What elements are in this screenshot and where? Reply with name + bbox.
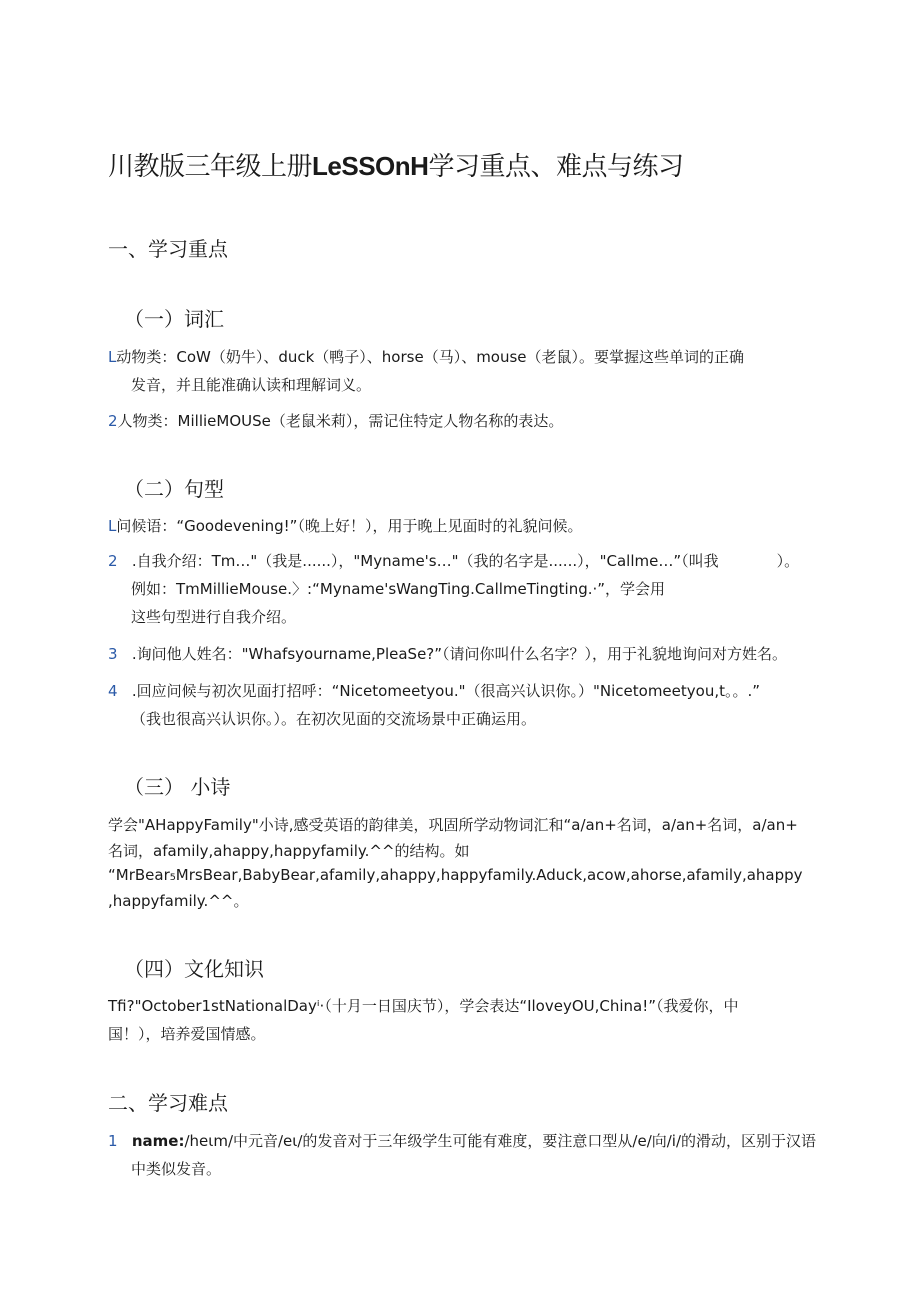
difficulty-item-1-line-2: 中类似发音。 [131, 1160, 222, 1178]
page-title [108, 146, 683, 183]
vocab-item-1-line-1: 动物类：CoW（奶牛）、duck（鸭子）、horse（马）、mouse（老鼠）。要掌握这些单词的正确 [116, 348, 745, 366]
poem-line-3: “MrBear₅MrsBear,BabyBear,afamily,ahappy,happyfamily.Aduck,acow,ahorse,afamily,ahappy [108, 866, 803, 884]
difficulty-item-1-line-1: ∕heιm∕中元音∕eι∕的发音对于三年级学生可能有难度，要注意口型从∕e∕向∕i∕的滑动，区别于汉语 [184, 1132, 817, 1150]
vocab-item-1-line-2: 发音，并且能准确认读和理解词义。 [131, 376, 372, 394]
sentence-item-2-line-1a: .自我介绍：Tm…"（我是......），"Myname's…"（我的名字是......），"Callme…”（叫我 [131, 552, 719, 570]
sentence-item-2 [108, 548, 799, 574]
sentence-item-2-line-2: 例如：TmMillieMouse.〉:“Myname'sWangTing.CallmeTingting.·”，学会用 [131, 580, 666, 598]
subheading-sentence-patterns: （二）句型 [124, 477, 224, 501]
poem-line-1: 学会"AHappyFamily"小诗,感受英语的韵律美，巩固所学动物词汇和“a/an+名词，a/an+名词，a/an+ [108, 816, 798, 834]
list-number: L [108, 348, 117, 366]
culture-line-1: Tfi?"October1stNationalDayⁱ·（十月一日国庆节），学会表达“IloveyOU,China!”（我爱你，中 [108, 997, 739, 1015]
subheading-vocabulary: （一）词汇 [124, 307, 224, 331]
sentence-item-4-line-2: （我也很高兴认识你。）。在初次见面的交流场景中正确运用。 [131, 710, 537, 728]
list-number: 2 [108, 552, 118, 570]
sentence-item-1 [108, 513, 582, 539]
list-number: L [108, 517, 117, 535]
poem-line-4: ,happyfamily.^^。 [108, 892, 249, 910]
section-heading-difficulties: 二、学习难点 [108, 1091, 228, 1115]
list-number: 2 [108, 412, 118, 430]
sentence-item-3-text: .询问他人姓名："Whafsyourname,PleaSe?”（请问你叫什么名字？），用于礼貌地询问对方姓名。 [131, 645, 788, 663]
sentence-item-3 [108, 641, 787, 667]
subheading-poem: （三） 小诗 [124, 775, 231, 799]
sentence-item-2-line-3: 这些句型进行自我介绍。 [131, 608, 297, 626]
vocab-item-1 [108, 344, 744, 370]
sentence-item-2-line-1b: ）。 [776, 552, 800, 570]
title-part-2: LeSSOnH [312, 151, 429, 181]
vocab-item-2 [108, 408, 563, 434]
vocab-item-2-text: 人物类：MillieMOUSe（老鼠米莉），需记住特定人物名称的表达。 [117, 412, 564, 430]
sentence-item-4 [108, 678, 760, 704]
difficulty-item-1 [108, 1128, 816, 1154]
difficulty-keyword: name: [131, 1132, 185, 1150]
subheading-culture: （四）文化知识 [124, 957, 264, 981]
list-number: 1 [108, 1132, 118, 1150]
title-part-1: 川教版三年级上册 [108, 152, 313, 182]
sentence-item-4-line-1: .回应问候与初次见面打招呼：“Nicetomeetyou."（很高兴认识你。）"Nicetomeetyou,t。。.” [131, 682, 761, 700]
list-number: 4 [108, 682, 118, 700]
poem-line-2: 名词，afamily,ahappy,happyfamily.^^的结构。如 [108, 842, 470, 860]
title-part-3: 学习重点、难点与练习 [428, 152, 684, 182]
sentence-item-1-text: 问候语：“Goodevening!”（晚上好！），用于晚上见面时的礼貌问候。 [116, 517, 583, 535]
list-number: 3 [108, 645, 118, 663]
section-heading-key-points: 一、学习重点 [108, 237, 228, 261]
culture-line-2: 国！），培养爱国情感。 [108, 1025, 266, 1043]
